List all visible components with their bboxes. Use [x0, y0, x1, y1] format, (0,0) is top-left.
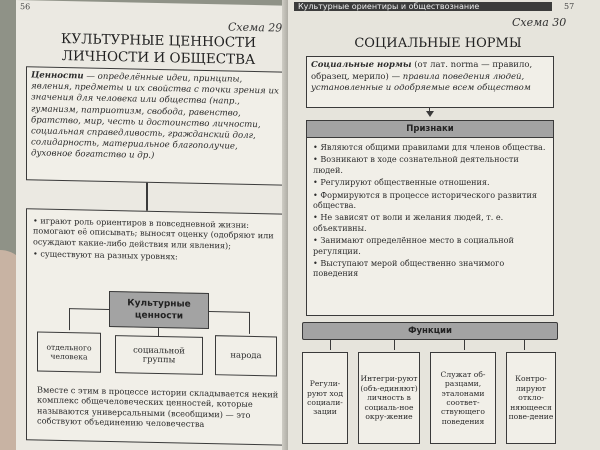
- level-people: народа: [215, 335, 277, 376]
- values-definition: — определённые идеи, принципы, явления, предметы и их свойства с точки зрения их значения для человека или общества (напр., гуманизм, патриотизм, свобода, равенство, братство, мир, честь и достоинство личности, социальная справедливость, гражданский долг, солидарность, материальное благополучие, духовное богатство и др.): [31, 71, 279, 162]
- feature-item: • Выступают мерой общественно значимого поведения: [313, 258, 547, 279]
- left-page: [16, 0, 288, 450]
- values-definition-box: [26, 66, 284, 185]
- func-line-1: [330, 340, 331, 350]
- right-page-number: 57: [564, 2, 575, 11]
- func-line-2: [394, 340, 395, 350]
- role-item: • существуют на разных уровнях:: [33, 249, 277, 265]
- norms-definition-plain: (от лат. norma — правило, образец, мерило) —: [311, 60, 533, 82]
- center-label-line2: ценности: [134, 310, 184, 322]
- feature-item: • Возникают в ходе сознательной деятельности людей.: [313, 154, 547, 175]
- left-page-title: [36, 30, 281, 69]
- norms-definition-box: [306, 56, 554, 108]
- level-individual: отдельного человека: [37, 331, 101, 372]
- func-line-4: [524, 340, 525, 350]
- feature-item: • Занимают определённое место в социальной регуляции.: [313, 235, 547, 256]
- feature-item: • Являются общими правилами для членов общества.: [313, 142, 547, 152]
- functions-header: Функции: [302, 322, 558, 340]
- values-term: Ценности: [31, 70, 84, 82]
- cultural-values-node: [109, 291, 209, 329]
- left-schema-label: Схема 29: [228, 20, 283, 35]
- branch-line-left-down: [69, 308, 70, 330]
- feature-item: • Регулируют общественные отношения.: [313, 177, 547, 187]
- norms-term: Социальные нормы: [311, 60, 412, 70]
- left-title-line2: ЛИЧНОСТИ И ОБЩЕСТВА: [61, 47, 256, 69]
- left-title-line1: КУЛЬТУРНЫЕ ЦЕННОСТИ: [61, 30, 256, 52]
- arrow-stem: [429, 108, 430, 112]
- role-item: • играют роль ориентиров в повседневной жизни: помогают её описывать; выносят оценку (одобряют или осуждают какие-либо действия или явления);: [33, 215, 277, 251]
- function-control: Контро-лируют откло-няющееся пове-дение: [506, 352, 556, 444]
- function-integration: Интегри-руют (объ-единяют) личность в социаль-ное окру-жение: [358, 352, 420, 444]
- center-label-line1: Культурные: [127, 298, 191, 310]
- left-page-number: 56: [20, 2, 31, 12]
- function-socialization: Регули-руют ход социали-зации: [302, 352, 348, 444]
- universal-values-text: Вместе с этим в процессе истории складывается некий комплекс общечеловеческих ценностей, которые называются универсальными (всеобщими) — это собствуют объединению человечества: [37, 384, 279, 430]
- running-head: Культурные ориентиры и обществознание: [294, 2, 552, 11]
- features-box: [306, 138, 554, 316]
- norms-definition-italic: правила поведения людей, установленные и одобряемые всем обществом: [311, 71, 531, 93]
- right-page-title: СОЦИАЛЬНЫЕ НОРМЫ: [354, 36, 522, 51]
- branch-line-left: [69, 308, 109, 310]
- features-header: Признаки: [306, 120, 554, 138]
- connector-line: [146, 183, 148, 211]
- right-page: [288, 0, 600, 450]
- values-roles-box: [26, 208, 284, 445]
- feature-item: • Не зависят от воли и желания людей, т. е. объективны.: [313, 212, 547, 233]
- feature-item: • Формируются в процессе исторического развития общества.: [313, 190, 547, 211]
- branch-line-center: [158, 328, 159, 336]
- func-line-3: [464, 340, 465, 350]
- branch-line-right-down: [249, 312, 250, 334]
- branch-line-right: [209, 311, 249, 313]
- features-list: [307, 138, 553, 279]
- level-social-group: социальной группы: [115, 335, 203, 375]
- function-standards: Служат об-разцами, эталонами соответ-ствующего поведения: [430, 352, 496, 444]
- right-schema-label: Схема 30: [512, 16, 567, 29]
